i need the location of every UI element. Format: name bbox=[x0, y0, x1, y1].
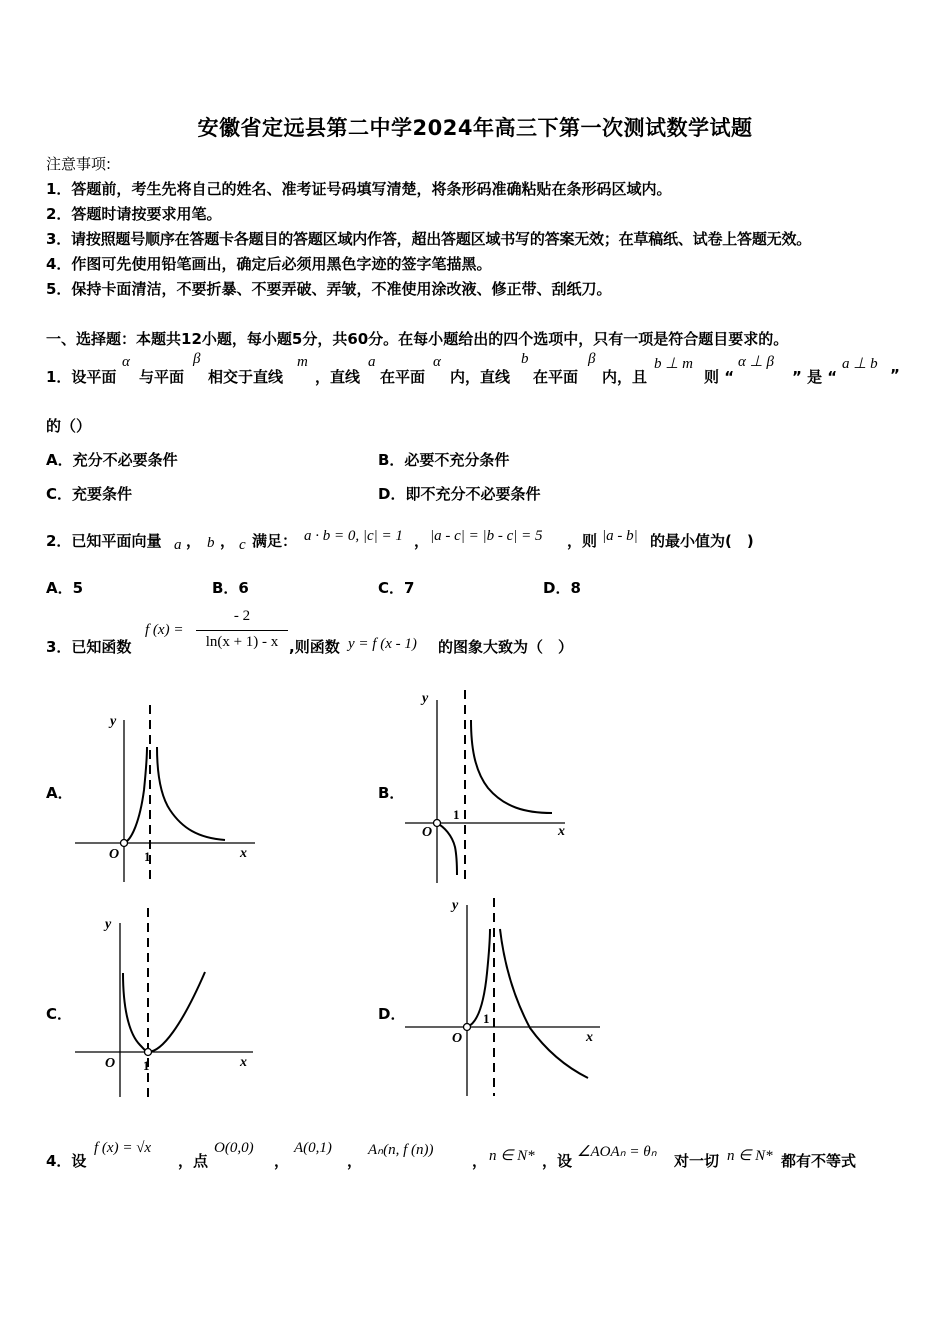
x-label: x bbox=[558, 824, 565, 839]
q2-math: |a - c| = |b - c| = 5 bbox=[430, 528, 543, 544]
origin-label: O bbox=[422, 825, 433, 840]
q1-text: 相交于直线 bbox=[208, 368, 284, 386]
q3-math: y = f (x - 1) bbox=[348, 636, 417, 652]
tick-1-label: 1 bbox=[483, 1011, 490, 1026]
note-item: 1．答题前，考生先将自己的姓名、准考证号码填写清楚，将条形码准确粘贴在条形码区域内。 bbox=[46, 180, 672, 198]
q1-math: β bbox=[588, 351, 596, 367]
q2-math: b bbox=[207, 535, 215, 551]
q2-math: |a - b| bbox=[602, 528, 638, 544]
q2-option-a: A．5 bbox=[46, 579, 84, 597]
curve-left bbox=[124, 747, 147, 843]
q2-math: a bbox=[174, 537, 182, 553]
q4-math: n ∈ N* bbox=[727, 1148, 773, 1164]
q1-math: α ⊥ β bbox=[738, 354, 774, 370]
fraction-bar bbox=[196, 630, 288, 631]
q2-text: 2．已知平面向量 bbox=[46, 532, 162, 550]
graph-a bbox=[70, 700, 260, 890]
q3-math: f (x) = bbox=[145, 622, 184, 638]
note-item: 5．保持卡面清洁，不要折暴、不要弄破、弄皱，不准使用涂改液、修正带、刮纸刀。 bbox=[46, 280, 612, 298]
vertex-point bbox=[145, 1049, 152, 1056]
q1-text: 的（） bbox=[46, 417, 92, 435]
q2-math: c bbox=[239, 537, 246, 553]
q3-option-c: C． bbox=[46, 1005, 73, 1023]
q4-text: ，设 bbox=[542, 1152, 573, 1170]
q1-text: 则 “ bbox=[704, 368, 735, 386]
q1-option-c: C．充要条件 bbox=[46, 485, 133, 503]
origin-point bbox=[434, 820, 441, 827]
q1-math: α bbox=[122, 354, 130, 370]
q1-option-d: D．即不充分不必要条件 bbox=[378, 485, 541, 503]
q4-text: ，点 bbox=[178, 1152, 209, 1170]
q2-math: a · b = 0, |c| = 1 bbox=[304, 528, 403, 544]
graph-c bbox=[70, 905, 260, 1100]
page-title: 安徽省定远县第二中学2024年高三下第一次测试数学试题 bbox=[197, 116, 753, 140]
q2-text: 的最小值为( ) bbox=[650, 532, 754, 550]
q1-text: ” bbox=[890, 366, 900, 384]
q4-math: Aₙ(n, f (n)) bbox=[368, 1142, 434, 1158]
section-heading: 一、选择题：本题共12小题，每小题5分，共60分。在每小题给出的四个选项中，只有一项是符合题目要求的。 bbox=[46, 330, 789, 348]
q2-text: ， bbox=[186, 532, 202, 550]
q3-text: 3．已知函数 bbox=[46, 638, 132, 656]
q1-text: 与平面 bbox=[139, 368, 185, 386]
origin-point bbox=[121, 840, 128, 847]
q4-math: A(0,1) bbox=[294, 1140, 332, 1156]
q4-math: n ∈ N* bbox=[489, 1148, 535, 1164]
q2-option-b: B．6 bbox=[212, 579, 249, 597]
q4-text: ， bbox=[472, 1152, 488, 1170]
q1-math: a bbox=[368, 354, 376, 370]
tick-1-label: 1 bbox=[453, 807, 460, 822]
note-item: 3．请按照题号顺序在答题卡各题目的答题区域内作答，超出答题区域书写的答案无效；在草稿纸、试卷上答题无效。 bbox=[46, 230, 812, 248]
curve bbox=[123, 972, 205, 1052]
q4-text: ， bbox=[274, 1152, 290, 1170]
q1-math: a ⊥ b bbox=[842, 356, 878, 372]
q1-text: 在平面 bbox=[533, 368, 579, 386]
x-label: x bbox=[586, 1030, 593, 1045]
q3-text: 的图象大致为（ ） bbox=[438, 638, 574, 656]
y-label: y bbox=[422, 691, 429, 706]
q1-text: 内，且 bbox=[602, 368, 648, 386]
q3-option-d: D． bbox=[378, 1005, 406, 1023]
note-item: 4．作图可先使用铅笔画出，确定后必须用黑色字迹的签字笔描黑。 bbox=[46, 255, 492, 273]
q1-math: b bbox=[521, 351, 529, 367]
q1-text: ，直线 bbox=[315, 368, 361, 386]
q3-option-b: B． bbox=[378, 784, 405, 802]
q1-option-b: B．必要不充分条件 bbox=[378, 451, 510, 469]
q1-text: 内，直线 bbox=[450, 368, 511, 386]
curve-right bbox=[471, 720, 552, 813]
q4-math: O(0,0) bbox=[214, 1140, 254, 1156]
graph-b bbox=[400, 685, 580, 885]
q1-math: β bbox=[193, 351, 201, 367]
q3-option-a: A． bbox=[46, 784, 73, 802]
q2-text: ， bbox=[220, 532, 236, 550]
curve-left bbox=[437, 823, 457, 875]
graph-d bbox=[400, 893, 605, 1098]
q1-text: 1．设平面 bbox=[46, 368, 117, 386]
curve-right bbox=[500, 929, 588, 1078]
origin-point bbox=[464, 1024, 471, 1031]
q2-text: ， bbox=[414, 532, 430, 550]
y-label: y bbox=[105, 917, 112, 932]
q3-text: ,则函数 bbox=[289, 638, 340, 656]
y-label: y bbox=[110, 714, 117, 729]
q4-text: 对一切 bbox=[674, 1152, 720, 1170]
q4-text: 4．设 bbox=[46, 1152, 87, 1170]
q4-math: f (x) = √x bbox=[94, 1140, 152, 1156]
origin-label: O bbox=[109, 847, 120, 862]
q4-text: ， bbox=[347, 1152, 363, 1170]
curve-right bbox=[157, 747, 225, 840]
tick-1-label: 1 bbox=[143, 1058, 150, 1073]
q1-math: m bbox=[297, 354, 308, 370]
q1-text: ” 是 “ bbox=[792, 368, 838, 386]
note-item: 2．答题时请按要求用笔。 bbox=[46, 205, 222, 223]
q2-option-c: C．7 bbox=[378, 579, 415, 597]
notes-heading: 注意事项: bbox=[46, 155, 112, 173]
q2-text: ，则 bbox=[567, 532, 598, 550]
q4-math: ∠AOAₙ = θₙ bbox=[577, 1144, 657, 1160]
x-label: x bbox=[240, 846, 247, 861]
x-label: x bbox=[240, 1055, 247, 1070]
q2-option-d: D．8 bbox=[543, 579, 581, 597]
q2-text: 满足： bbox=[252, 532, 298, 550]
q4-text: 都有不等式 bbox=[781, 1152, 857, 1170]
q1-math: b ⊥ m bbox=[654, 356, 693, 372]
q3-fraction-numerator: - 2 bbox=[233, 608, 251, 624]
q1-text: 在平面 bbox=[380, 368, 426, 386]
y-label: y bbox=[452, 898, 459, 913]
origin-label: O bbox=[105, 1056, 116, 1071]
q3-fraction-denominator: ln(x + 1) - x bbox=[205, 634, 279, 650]
tick-1-label: 1 bbox=[144, 849, 151, 864]
q1-math: α bbox=[433, 354, 441, 370]
q1-option-a: A．充分不必要条件 bbox=[46, 451, 178, 469]
origin-label: O bbox=[452, 1031, 463, 1046]
